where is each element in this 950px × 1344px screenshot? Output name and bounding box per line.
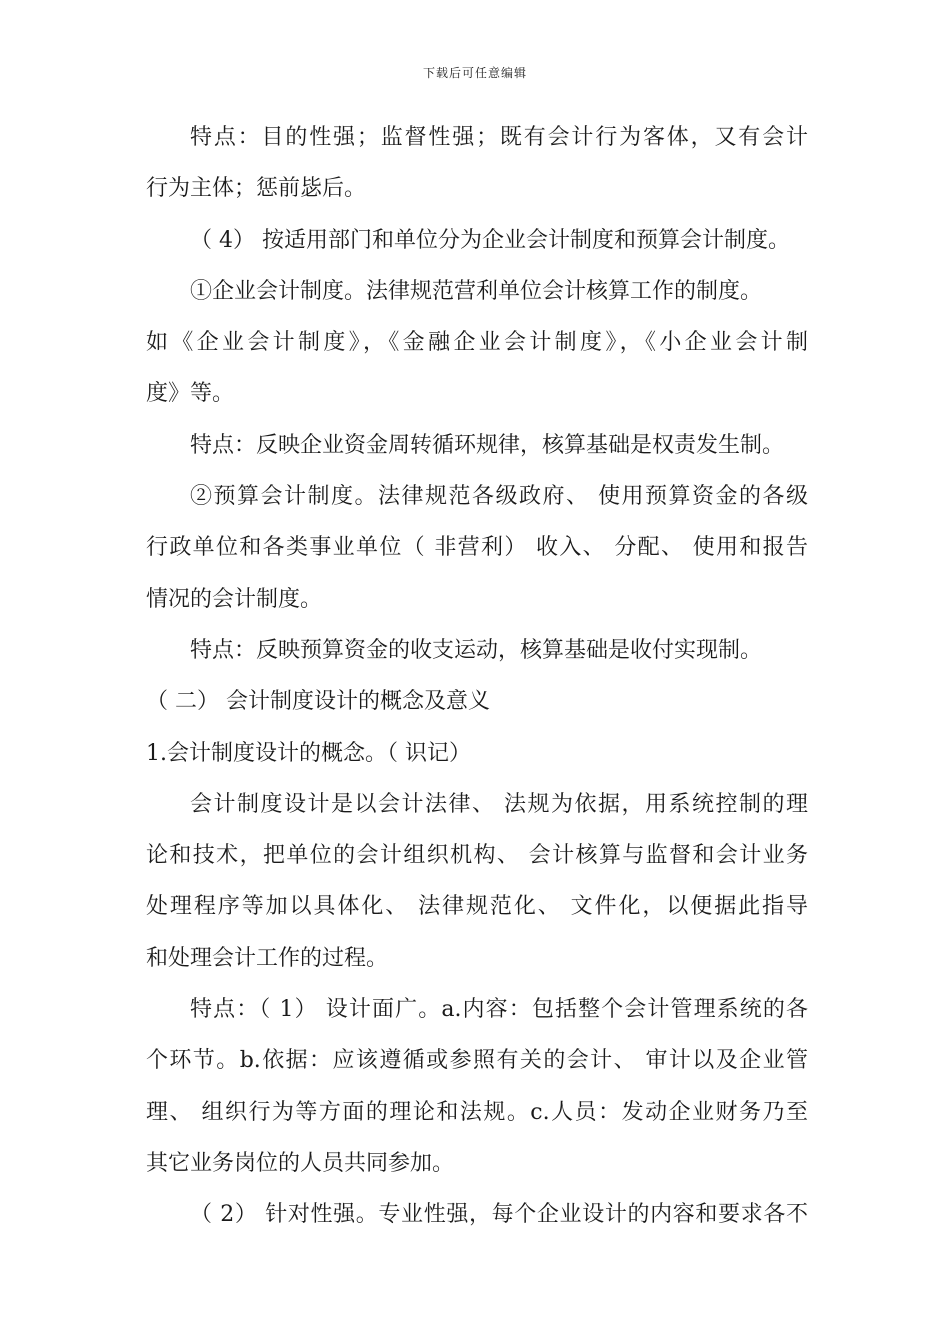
paragraph-line: 个环节。b.依据：应该遵循或参照有关的会计、 审计以及企业管	[146, 1048, 808, 1074]
paragraph-line: 特点：反映企业资金周转循环规律，核算基础是权责发生制。	[190, 432, 785, 458]
paragraph-line: 行政单位和各类事业单位（ 非营利） 收入、 分配、 使用和报告	[146, 535, 808, 561]
paragraph-line: 和处理会计工作的过程。	[146, 945, 389, 971]
paragraph-line: （ 4） 按适用部门和单位分为企业会计制度和预算会计制度。	[190, 227, 790, 253]
paragraph-line: 度》等。	[146, 381, 235, 407]
paragraph-line: ②预算会计制度。法律规范各级政府、 使用预算资金的各级	[190, 484, 808, 510]
paragraph-line: 理、 组织行为等方面的理论和法规。c.人员：发动企业财务乃至	[146, 1099, 808, 1125]
subsection-heading: 1.会计制度设计的概念。（ 识记）	[146, 740, 471, 766]
document-body	[146, 112, 808, 1241]
paragraph-line: 如《企业会计制度》，《金融企业会计制度》，《小企业会计制	[146, 330, 808, 356]
paragraph-line: 情况的会计制度。	[146, 586, 323, 612]
paragraph-line: （ 2） 针对性强。专业性强，每个企业设计的内容和要求各不	[190, 1202, 808, 1228]
paragraph-line: 会计制度设计是以会计法律、 法规为依据，用系统控制的理	[190, 791, 808, 817]
page-header: 下载后可任意编辑	[422, 66, 527, 80]
paragraph-line: 论和技术，把单位的会计组织机构、 会计核算与监督和会计业务	[146, 843, 808, 869]
paragraph-line: ①企业会计制度。法律规范营利单位会计核算工作的制度。	[190, 278, 763, 304]
paragraph-line: 行为主体；惩前毖后。	[146, 176, 367, 202]
paragraph-line: 特点：反映预算资金的收支运动，核算基础是收付实现制。	[190, 637, 763, 663]
section-heading: （ 二） 会计制度设计的概念及意义	[146, 689, 490, 715]
paragraph-line: 特点：（ 1） 设计面广。a.内容：包括整个会计管理系统的各	[190, 997, 808, 1023]
paragraph-line: 特点：目的性强；监督性强；既有会计行为客体，又有会计	[190, 125, 808, 150]
paragraph-line: 其它业务岗位的人员共同参加。	[146, 1150, 455, 1176]
paragraph-line: 处理程序等加以具体化、 法律规范化、 文件化，以便据此指导	[146, 894, 808, 920]
